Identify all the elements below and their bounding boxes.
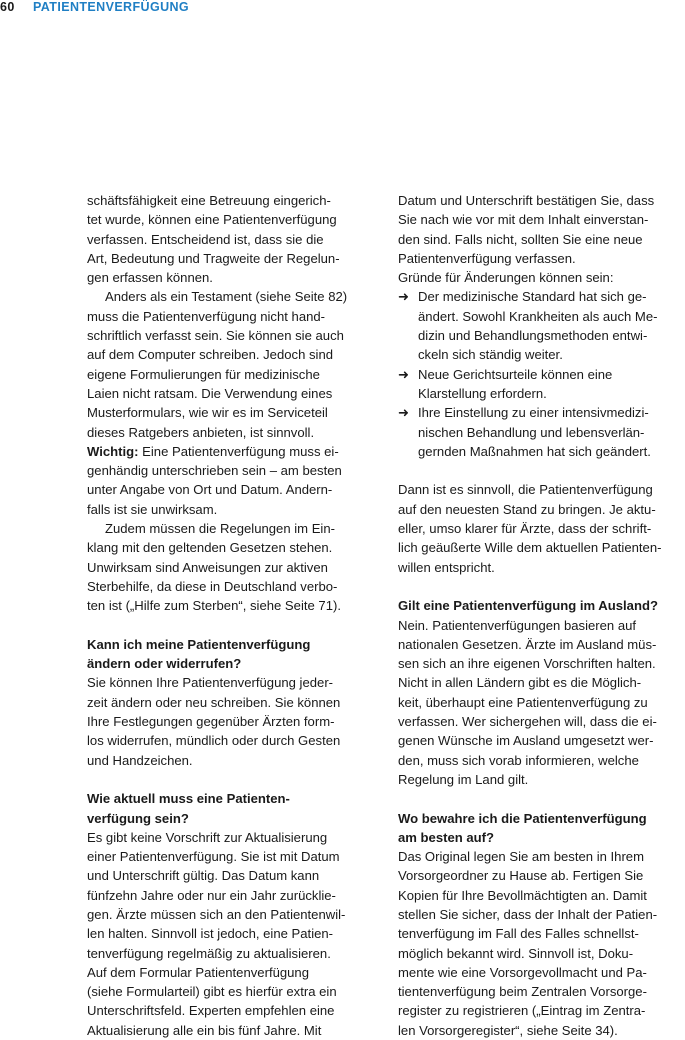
page-number: 60: [0, 0, 15, 14]
paragraph: Datum und Unterschrift bestätigen Sie, dass Sie nach wie vor mit dem Inhalt einverstan- den sind. Falls nicht, sollten Sie eine neue Patientenverfügung verfassen. Gründe für Änderungen können sein:: [398, 193, 655, 286]
paragraph: Dann ist es sinnvoll, die Patientenverfügung auf den neuesten Stand zu bringen. Je aktu- eller, umso klarer für Ärzte, dass der schrift- lich geäußerte Wille dem aktuellen Patienten- willen entspricht.: [398, 482, 662, 575]
paragraph: Anders als ein Testament (siehe Seite 82) muss die Patientenverfügung nicht hand- schriftlich verfasst sein. Sie können sie auch auf dem Computer schreiben. Jedoch sind eigene Formulierungen für medizinische Laien nicht ratsam. Die Verwendung eines Musterformulars, wie wir es im Serviceteil dieses Ratgebers anbieten, ist sinnvoll.: [87, 289, 348, 440]
section-heading: Wo bewahre ich die Patientenverfügung am besten auf?: [398, 810, 647, 845]
arrow-icon: ➜: [398, 289, 409, 305]
bullet-item: ➜ Neue Gerichtsurteile können eine Klarstellung erfordern.: [398, 366, 613, 401]
paragraph: schäftsfähigkeit eine Betreuung eingerich- tet wurde, können eine Patientenverfügung verfassen. Entscheidend ist, dass sie die Art, Bedeutung und Tragweite der Regelun- gen erfassen können.: [87, 193, 340, 286]
left-column: [87, 191, 373, 1040]
section-heading: Gilt eine Patientenverfügung im Ausland?: [398, 598, 658, 614]
section-heading: Wie aktuell muss eine Patienten- verfügung sein?: [87, 791, 290, 826]
bullet-item: ➜ Der medizinische Standard hat sich ge- ändert. Sowohl Krankheiten als auch Me- dizin und Behandlungsmethoden entwi- ckeln sich ständig weiter.: [398, 289, 658, 363]
paragraph: Es gibt keine Vorschrift zur Aktualisierung einer Patientenverfügung. Sie ist mit Datum und Unterschrift gültig. Das Datum kann fünfzehn Jahre oder nur ein Jahr zurücklie- gen. Ärzte müssen sich an den Patientenwil- len halten. Sinnvoll ist jedoch, eine Patien- tenverfügung regelmäßig zu aktualisieren. Auf dem Formular Patientenverfügung (siehe Formularteil) gibt es hierfür extra ein Unterschriftsfeld. Experten empfehlen eine Aktualisierung alle ein bis fünf Jahre. Mit: [87, 829, 346, 1038]
important-note: Wichtig: Eine Patientenverfügung muss ei- genhändig unterschrieben sein – am besten unter Angabe von Ort und Datum. Andern- falls ist sie unwirksam.: [87, 443, 342, 517]
right-column: [398, 191, 685, 1040]
paragraph: Nein. Patientenverfügungen basieren auf nationalen Gesetzen. Ärzte im Ausland müs- sen sich an ihre eigenen Vorschriften halten. Nicht in allen Ländern gibt es die Möglich- keit, überhaupt eine Patientenverfügung zu verfassen. Wer sichergehen will, dass die ei- genen Wünsche im Ausland umgesetzt wer- den, muss sich vorab informieren, welche Regelung im Land gilt.: [398, 617, 657, 787]
running-title: PATIENTENVERFÜGUNG: [33, 0, 190, 14]
paragraph: Zudem müssen die Regelungen im Ein- klang mit den geltenden Gesetzen stehen. Unwirksam sind Anweisungen zur aktiven Sterbehilfe, da diese in Deutschland verbo- ten ist („Hilfe zum Sterben“, siehe Seite 71).: [87, 521, 341, 614]
arrow-icon: ➜: [398, 366, 409, 382]
bullet-item: ➜ Ihre Einstellung zu einer intensivmedizi- nischen Behandlung und lebensverlän- gernden Maßnahmen hat sich geändert.: [398, 405, 651, 459]
paragraph: Das Original legen Sie am besten in Ihrem Vorsorgeordner zu Hause ab. Fertigen Sie Kopien für Ihre Bevollmächtigten an. Damit stellen Sie sicher, dass der Inhalt der Patien- tenverfügung im Fall des Falles schnellst- möglich bekannt wird. Sinnvoll ist, Doku- mente wie eine Vorsorgevollmacht und Pa- tientenverfügung beim Zentralen Vorsorge- register zu registrieren („Eintrag im Zentra- len Vorsorgeregister“, siehe Seite 34).: [398, 849, 658, 1038]
section-heading: Kann ich meine Patientenverfügung ändern oder widerrufen?: [87, 636, 311, 672]
paragraph: Sie können Ihre Patientenverfügung jeder- zeit ändern oder neu schreiben. Sie können Ihre Festlegungen gegenüber Ärzten form- los widerrufen, mündlich oder durch Gesten und Handzeichen.: [87, 675, 341, 768]
important-label: Wichtig:: [87, 443, 139, 459]
arrow-icon: ➜: [398, 405, 409, 421]
